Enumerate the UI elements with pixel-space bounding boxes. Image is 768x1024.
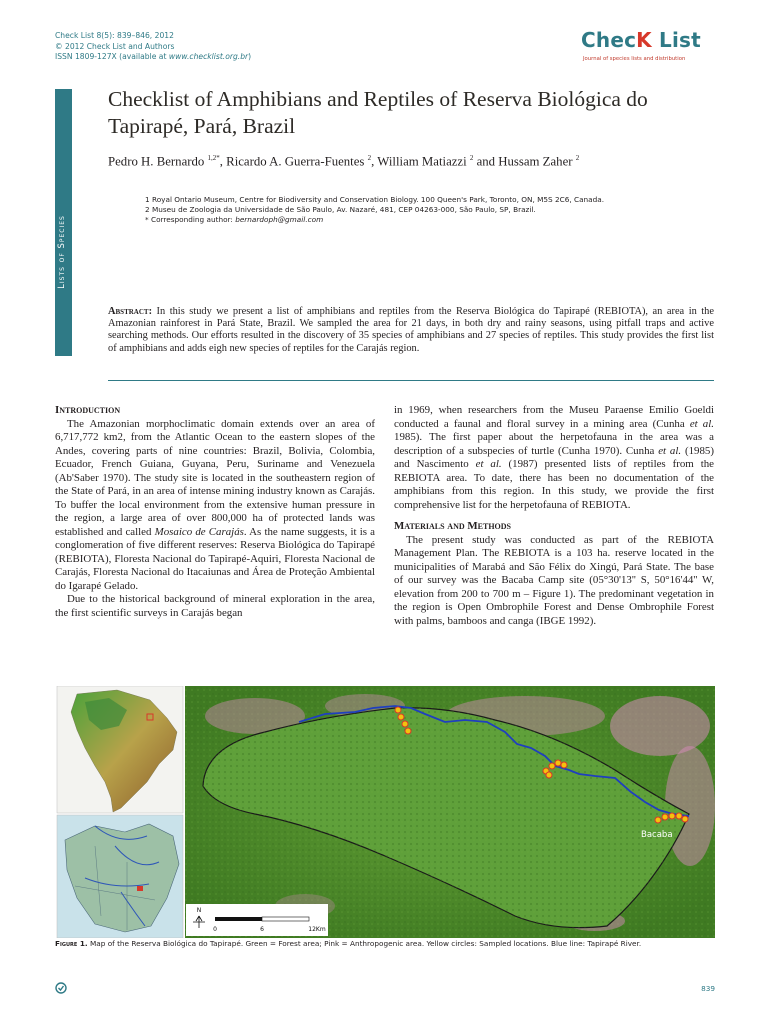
- sample-point: [682, 816, 688, 822]
- svg-text:0: 0: [213, 926, 217, 933]
- para-state-inset: [57, 815, 183, 938]
- body-left-column: [55, 404, 375, 620]
- abstract: Abstract: In this study we present a list of amphibians and reptiles from the Reserva Biológica do Tapirapé (REBIOTA), an area in the Amazonian rainforest in Pará State, Brazil. We sampled the area for 21 days, in both dry and rainy seasons, using pitfall traps and active searching methods. Our efforts resulted in the discovery of 35 species of amphibians and 27 species of reptiles. This study provides the first list of amphibians and adds eigh new species of reptiles for the Carajás region.: [108, 306, 714, 354]
- affiliation-1: 1 Royal Ontario Museum, Centre for Biodiversity and Conservation Biology. 100 Queen's Park, Toronto, ON, M5S 2C6, Canada.: [145, 195, 605, 204]
- figure-label: Figure 1.: [55, 939, 88, 948]
- corresponding-author: * Corresponding author: bernardoph@gmail.com: [145, 215, 324, 225]
- north-arrow-label: N: [196, 907, 202, 914]
- scale-bar: [186, 904, 328, 936]
- page-number: 839: [701, 984, 715, 993]
- article-title: Checklist of Amphibians and Reptiles of Reserva Biológica do Tapirapé, Pará, Brazil: [108, 87, 648, 138]
- sample-point: [546, 772, 552, 778]
- abstract-label: Abstract:: [108, 306, 153, 317]
- intro-paragraph-2: Due to the historical background of mineral exploration in the area, the first scientific surveys in Carajás began: [55, 593, 375, 619]
- svg-text:12Km: 12Km: [308, 926, 326, 933]
- author-list: Pedro H. Bernardo $^{1,2*}$, Ricardo A. Guerra-Fuentes $^2$, William Matiazzi $^2$ and Hussam Zaher $^2$: [108, 154, 580, 169]
- journal-info: [55, 31, 251, 63]
- open-access-icon: [55, 982, 67, 994]
- main-satellite-map: [185, 686, 715, 938]
- figure-caption: Figure 1. Map of the Reserva Biológica do Tapirapé. Green = Forest area; Pink = Anthropogenic area. Yellow circles: Sampled locations. Blue line: Tapirapé River.: [55, 939, 642, 948]
- sample-point: [405, 728, 411, 734]
- affiliation-2: 2 Museu de Zoologia da Universidade de São Paulo, Av. Nazaré, 481, CEP 04263-000, São Paulo, SP, Brazil.: [145, 205, 536, 215]
- author-email-link[interactable]: bernardoph@gmail.com: [235, 215, 324, 225]
- logo-subtitle: Journal of species lists and distribution: [583, 56, 686, 62]
- intro-paragraph-continued: in 1969, when researchers from the Museu Paraense Emilio Goeldi conducted a faunal and floral survey in a mining area (Cunha et al. 1985). The first paper about the herpetofauna in the area was a description of a subspecies of turtle (Cunha 1970). Cunha et al. (1985) and Nascimento et al. (1987) presented lists of reptiles from the REBIOTA area. To date, there has been no documentation of the amphibians from this region. In this study, we provide the first comprehensive list for the herpetofauna of REBIOTA.: [394, 404, 715, 511]
- body-right-column: [394, 404, 714, 628]
- sample-point: [555, 760, 561, 766]
- journal-url-link[interactable]: www.checklist.org.br: [168, 52, 249, 62]
- bacaba-label: Bacaba: [641, 830, 673, 840]
- sample-point: [676, 813, 682, 819]
- affiliations: [145, 195, 604, 226]
- south-america-inset: [57, 686, 183, 813]
- sample-point: [669, 813, 675, 819]
- introduction-heading: Introduction: [55, 404, 121, 416]
- reserve-map-figure: [55, 686, 715, 938]
- intro-paragraph-1: The Amazonian morphoclimatic domain extends over an area of 6,717,772 km2, from the Atlantic Ocean to the eastern slopes of the Andes, covering parts of nine countries: Brazil, Bolivia, Colombia, Ecuador, French Guiana, Guyana, Peru, Suriname and Venezuela (Ab'Saber 1970). The study site is located in the southeastern region of the State of Pará, in an area of intense mining industry known as Carajás. To buffer the local environment from the extensive human pressure in the region, a large area of over 800,000 ha of protected lands was established and called Mosaico de Carajás. As the name suggests, it is a conglomeration of five different reserves: Reserva Biológica do Tapirapé (REBIOTA), Floresta Nacional do Tapirapé-Aquiri, Floresta Nacional de Carajás, Floresta Nacional do Itacaiunas and Área de Proteção Ambiental do Igarapé Gelado.: [55, 417, 375, 592]
- figure-1: [55, 686, 715, 938]
- section-divider: [108, 380, 714, 381]
- methods-paragraph-1: The present study was conducted as part of the REBIOTA Management Plan. The REBIOTA is a 103 ha. reserve located in the municipalities of Marabá and São Félix do Xingú, Pará State. The base of our survey was the Bacaba Camp site (05°30'13'' S, 50°16'44'' W, elevation from 200 to 700 m – Figure 1). The predominant vegetation in the region is Open Ombrophile Forest and Dense Ombrophile Forest with palms, bamboos and canga (IBGE 1992).: [394, 533, 714, 627]
- checklist-logo: ChecK List Journal of species lists and distribution: [581, 28, 701, 62]
- svg-text:6: 6: [260, 926, 264, 933]
- sample-point: [655, 817, 661, 823]
- sample-point: [395, 707, 401, 713]
- sample-point: [662, 814, 668, 820]
- methods-heading: Materials and Methods: [394, 520, 511, 532]
- journal-citation: Check List 8(5): 839–846, 2012: [55, 31, 174, 40]
- sample-point: [549, 763, 555, 769]
- sample-point: [561, 762, 567, 768]
- sample-point: [402, 721, 408, 727]
- sample-point: [398, 714, 404, 720]
- copyright: © 2012 Check List and Authors: [55, 41, 175, 51]
- section-label: Lists of Species: [57, 215, 67, 289]
- issn-line: ISSN 1809-127X (available at www.checklist.org.br): [55, 52, 252, 62]
